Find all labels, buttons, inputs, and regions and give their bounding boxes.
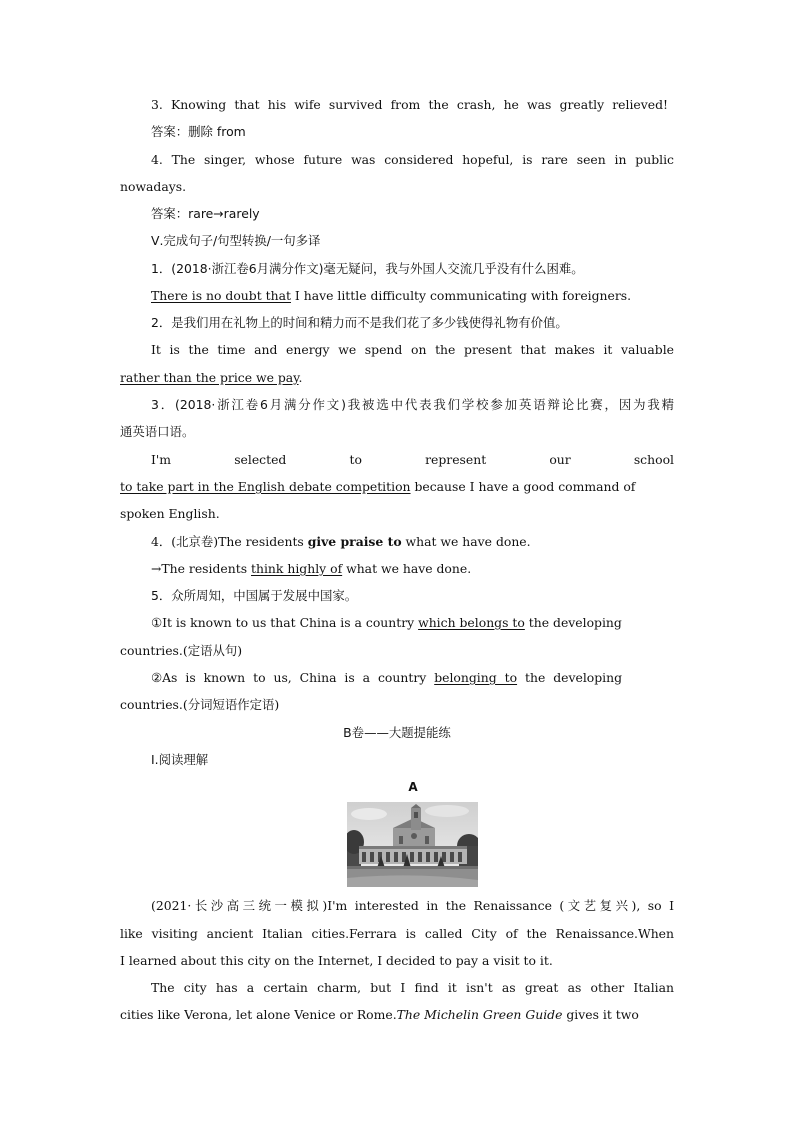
question-3-answer: 答案：删除 from [151, 124, 246, 139]
item-4-source [151, 534, 531, 550]
item-3-blank: to take part in the English debate competition [120, 479, 411, 494]
item-4-arrow-end: what we have done. [342, 561, 472, 576]
item-5-v1-blank: which belongs to [418, 615, 525, 630]
item-4-arrow-start: →The residents [151, 561, 251, 576]
item-5-v2-start: ②As is known to us, China is a country [151, 670, 435, 685]
item-1-blank: There is no doubt that [151, 288, 291, 303]
item-1-answer-line [151, 288, 674, 304]
passage-p1-line3: I learned about this city on the Internet, I decided to pay a visit to it. [120, 953, 553, 968]
item-3-line2 [120, 479, 674, 495]
item-3-rest: because I have a good command of [410, 479, 636, 494]
part-b-title: B卷——大题提能练 [343, 725, 451, 740]
passage-p1-line1: (2021·长沙高三统一模拟)I'm interested in the Renaissance (文艺复兴), so I [151, 898, 674, 913]
item-2-prompt: 2．是我们用在礼物上的时间和精力而不是我们花了多少钱使得礼物有价值。 [151, 315, 568, 330]
item-1-prompt: 1．(2018·浙江卷6月满分作文)毫无疑问，我与外国人交流几乎没有什么困难。 [151, 261, 584, 276]
item-4-source-start: 4．(北京卷)The residents [151, 534, 308, 549]
item-5-v1-start: ①It is known to us that China is a country [151, 615, 419, 630]
item-3-prompt-line2: 通英语口语。 [120, 424, 195, 439]
passage-p2-line1: The city has a certain charm, but I find it isn't as great as other Italian [151, 980, 674, 995]
item-5-version-2 [151, 670, 674, 686]
question-4-answer: 答案：rare→rarely [151, 206, 260, 221]
item-1-rest: I have little difficulty communicating with foreigners. [290, 288, 632, 303]
passage-p2-line2-start: cities like Verona, let alone Venice or Rome. [120, 1007, 397, 1022]
item-5-version-1-line2: countries.(定语从句) [120, 643, 243, 658]
item-2-end: . [298, 370, 303, 385]
passage-label: A [408, 780, 418, 794]
item-3-line3: spoken English. [120, 506, 220, 521]
question-4-sentence-line1: 4. The singer, whose future was considered hopeful, is rare seen in public [151, 152, 674, 167]
item-5-version-1 [151, 615, 674, 631]
passage-p1-line2: like visiting ancient Italian cities.Ferrara is called City of the Renaissance.When [120, 926, 674, 941]
item-2-blank: rather than the price we pay [120, 370, 299, 385]
item-4-bold-phrase: give praise to [307, 534, 402, 549]
item-5-v2-blank: belonging to [434, 670, 518, 685]
passage-p2-line2-end: gives it two [562, 1007, 639, 1022]
item-5-prompt: 5．众所周知，中国属于发展中国家。 [151, 588, 358, 603]
item-3-prompt-line1: 3．(2018·浙江卷6月满分作文)我被选中代表我们学校参加英语辩论比赛，因为我精 [151, 397, 674, 412]
item-5-version-2-line2: countries.(分词短语作定语) [120, 697, 280, 712]
item-2-line2 [120, 370, 303, 386]
question-3-sentence: 3. Knowing that his wife survived from the crash, he was greatly relieved! [151, 97, 668, 112]
guide-title: The Michelin Green Guide [396, 1007, 563, 1022]
photo-image [347, 802, 478, 887]
section-5-heading: Ⅴ.完成句子/句型转换/一句多译 [151, 233, 321, 248]
reading-section-heading: Ⅰ.阅读理解 [151, 752, 209, 767]
item-5-v1-end: the developing [524, 615, 622, 630]
item-4-rewrite [151, 561, 471, 577]
passage-p2-line2 [120, 1007, 674, 1023]
item-5-v2-end: the developing [517, 670, 623, 685]
question-4-sentence-line2: nowadays. [120, 179, 187, 194]
item-3-line1: I'm selected to represent our school [151, 452, 674, 467]
item-2-line1: It is the time and energy we spend on the present that makes it valuable [151, 342, 674, 357]
item-4-blank: think highly of [251, 561, 343, 576]
italian-cloister-photo [347, 802, 478, 887]
item-4-source-end: what we have done. [401, 534, 531, 549]
